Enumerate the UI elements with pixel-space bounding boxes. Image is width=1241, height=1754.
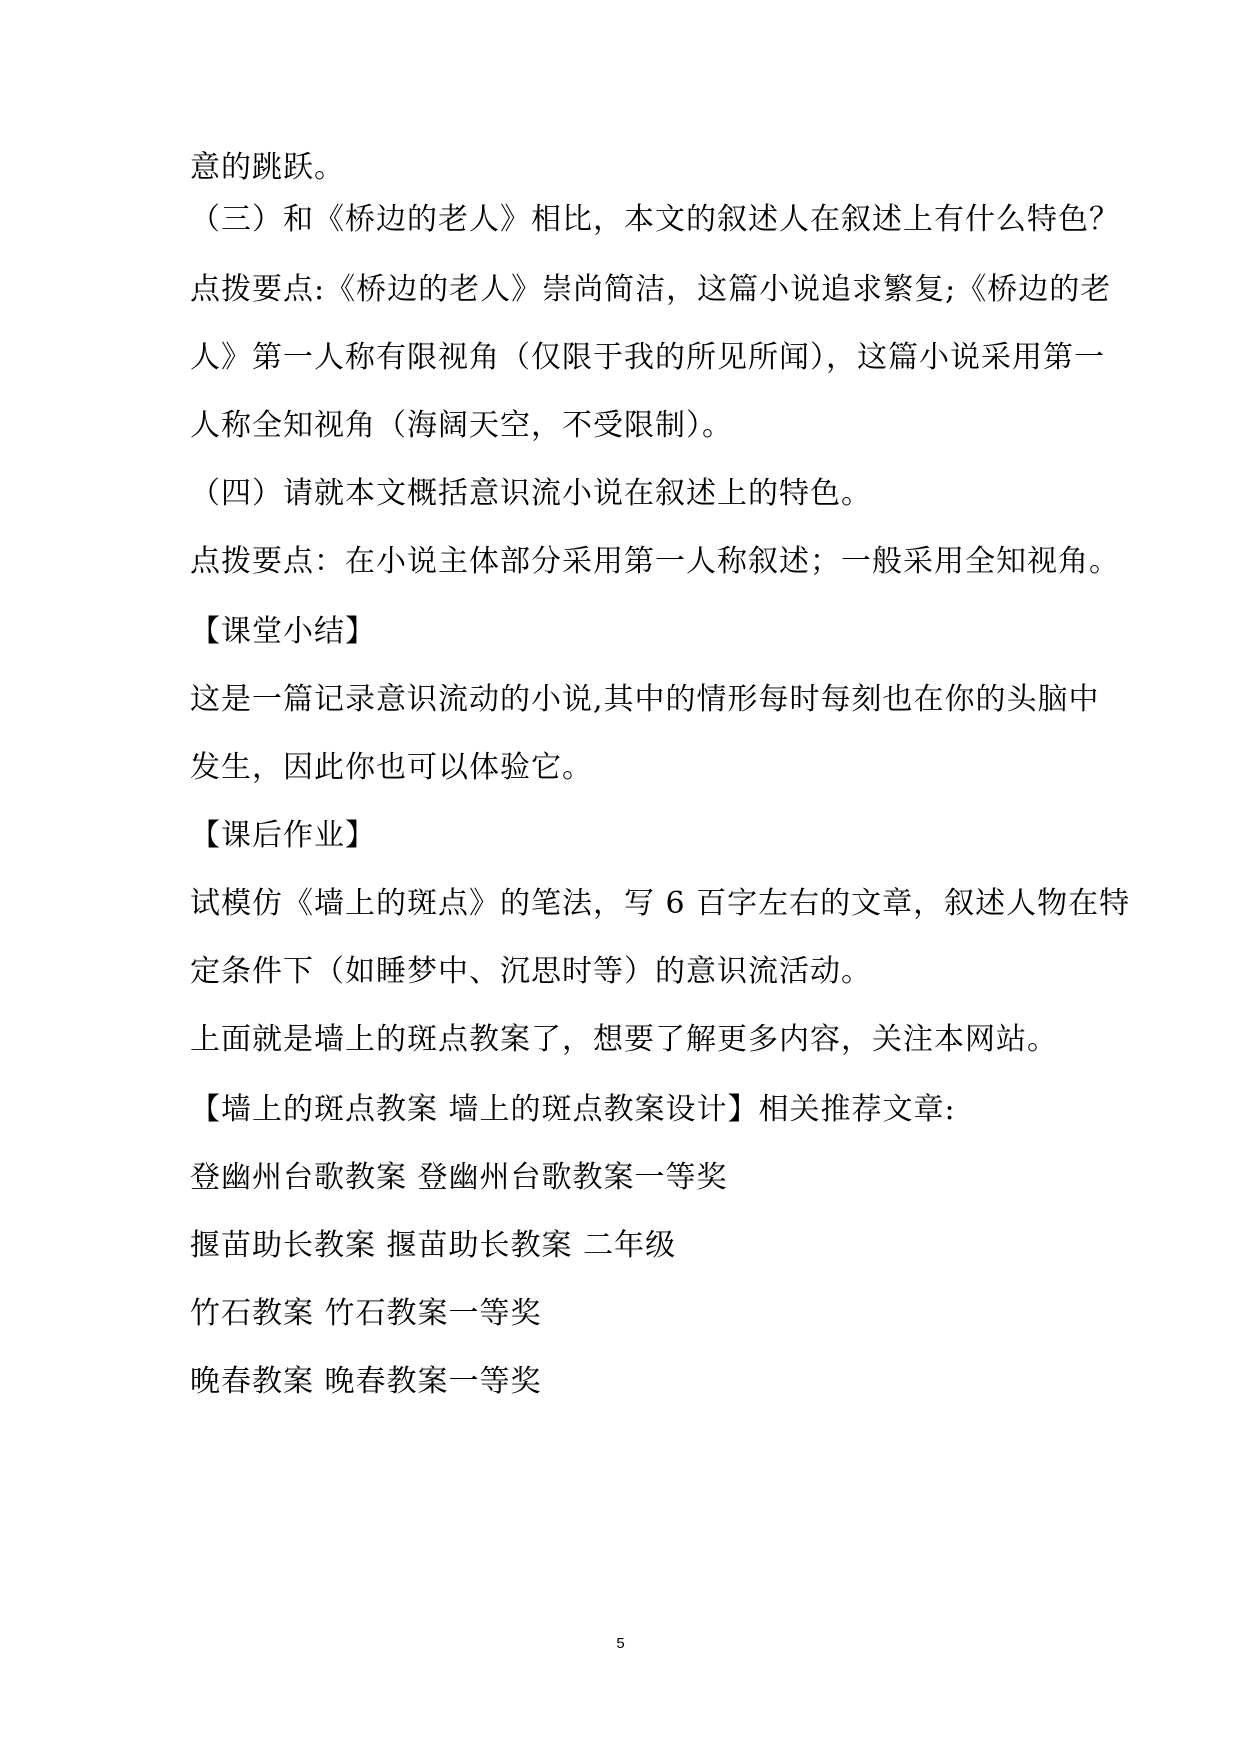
text-line: 发生，因此你也可以体验它。 — [190, 750, 593, 785]
question-heading: （三）和《桥边的老人》相比，本文的叙述人在叙述上有什么特色？ — [190, 202, 1120, 237]
text-line: 这是一篇记录意识流动的小说,其中的情形每时每刻也在你的头脑中 — [190, 682, 1100, 717]
section-heading: 【课后作业】 — [190, 818, 376, 853]
text-line: 人称全知视角（海阔天空，不受限制）。 — [190, 408, 733, 443]
page-number: 5 — [616, 1635, 625, 1652]
related-article-link[interactable]: 晚春教案 晚春教案一等奖 — [190, 1364, 542, 1399]
text-line: 点拨要点:《桥边的老人》崇尚简洁，这篇小说追求繁复;《桥边的老 — [190, 272, 1112, 307]
related-articles-heading: 【墙上的斑点教案 墙上的斑点教案设计】相关推荐文章: — [190, 1092, 956, 1127]
section-heading: 【课堂小结】 — [190, 614, 376, 649]
related-article-link[interactable]: 竹石教案 竹石教案一等奖 — [190, 1296, 542, 1331]
text-line: 点拨要点：在小说主体部分采用第一人称叙述；一般采用全知视角。 — [190, 544, 1120, 579]
question-heading: （四）请就本文概括意识流小说在叙述上的特色。 — [190, 476, 872, 511]
text-line: 试模仿《墙上的斑点》的笔法，写 6 百字左右的文章，叙述人物在特 — [190, 886, 1131, 921]
related-article-link[interactable]: 揠苗助长教案 揠苗助长教案 二年级 — [190, 1228, 677, 1263]
related-article-link[interactable]: 登幽州台歌教案 登幽州台歌教案一等奖 — [190, 1160, 728, 1195]
text-line: 人》第一人称有限视角（仅限于我的所见所闻），这篇小说采用第一 — [190, 340, 1105, 375]
text-line: 意的跳跃。 — [190, 150, 345, 185]
text-line: 定条件下（如睡梦中、沉思时等）的意识流活动。 — [190, 954, 872, 989]
text-line: 上面就是墙上的斑点教案了，想要了解更多内容，关注本网站。 — [190, 1022, 1058, 1057]
